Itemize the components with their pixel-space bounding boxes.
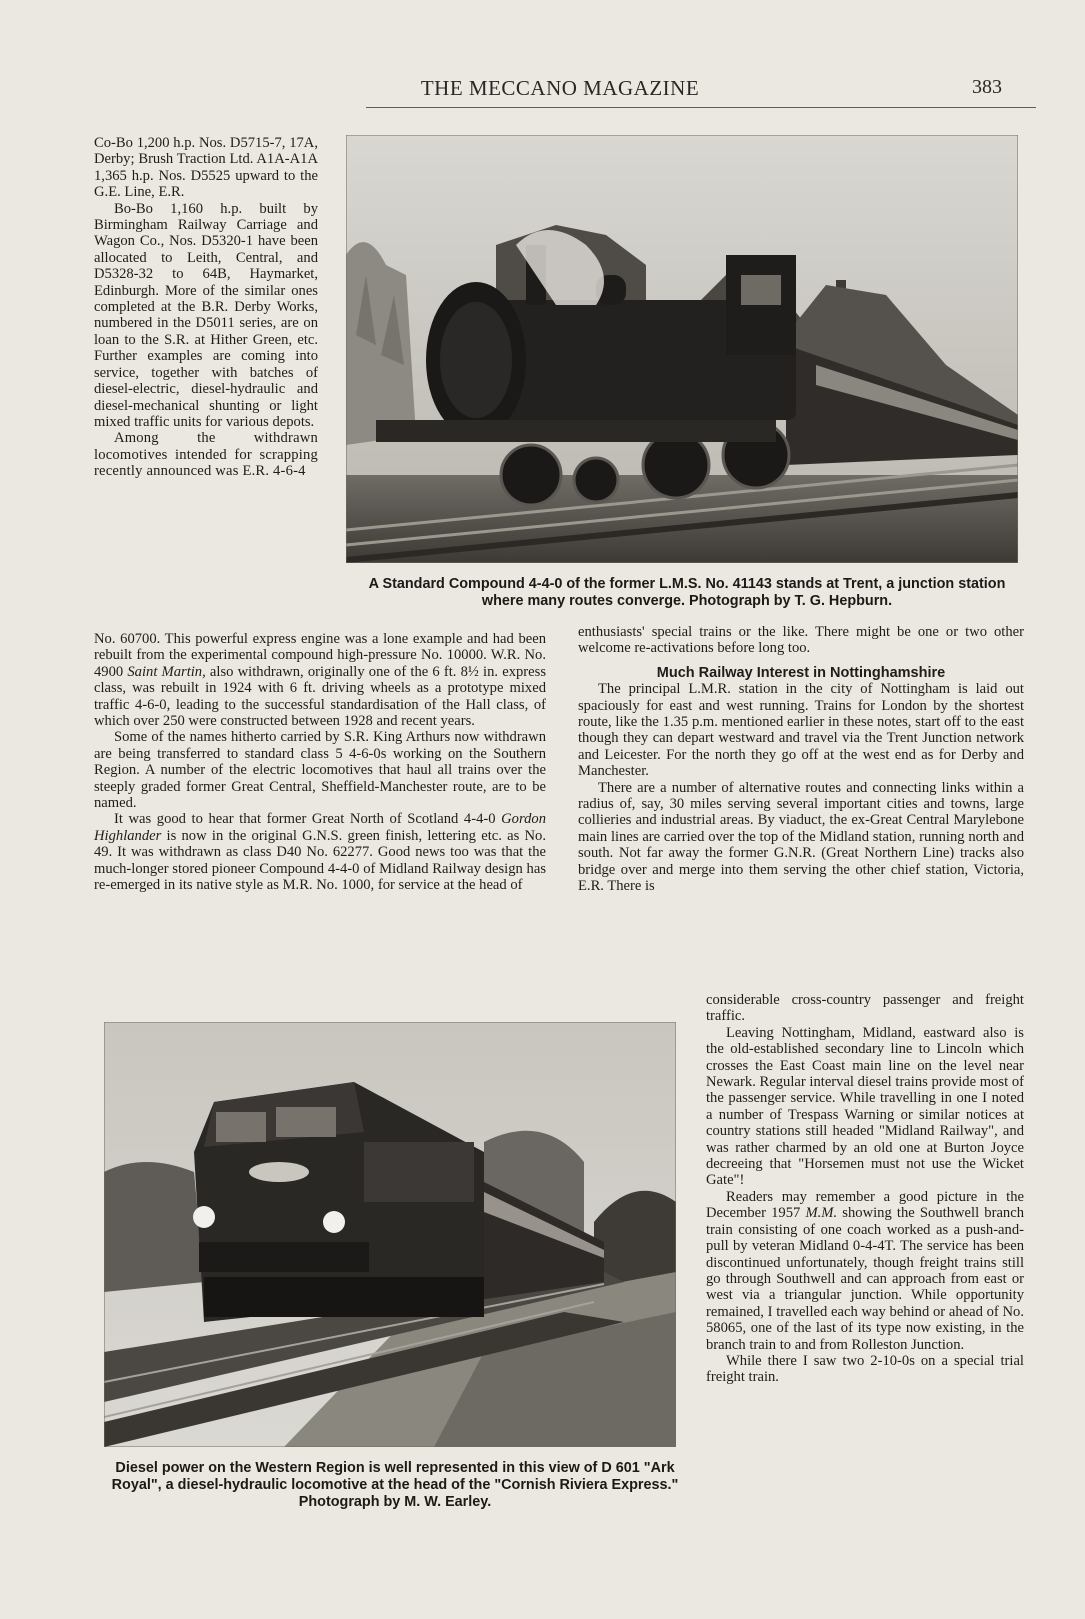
magazine-title: THE MECCANO MAGAZINE xyxy=(420,76,700,100)
column-left-wide xyxy=(94,631,546,894)
paragraph: enthusiasts' special trains or the like. There might be one or two other welcome re-activations before long too. xyxy=(578,624,1024,657)
bottom-photo-caption: Diesel power on the Western Region is well represented in this view of D 601 "Ark Royal", a diesel-hydraulic locomotive at the head of the "Cornish Riviera Express." Photograph by M. W. Earley. xyxy=(111,1460,679,1510)
paragraph: Some of the names hitherto carried by S.R. King Arthurs now withdrawn are being transferred to standard class 5 4-6-0s working on the Southern Region. A number of the electric locomotives that haul all trains over the steeply graded former Great Central, Sheffield-Manchester route, are to be named. xyxy=(94,729,546,812)
column-right-narrow xyxy=(706,992,1024,1386)
diesel-locomotive-photo xyxy=(104,1022,676,1447)
top-photo-caption: A Standard Compound 4-4-0 of the former L.M.S. No. 41143 stands at Trent, a junction station where many routes converge. Photograph by T. G. Hepburn. xyxy=(368,576,1006,609)
paragraph: Co-Bo 1,200 h.p. Nos. D5715-7, 17A, Derby; Brush Traction Ltd. A1A-A1A 1,365 h.p. Nos. D5525 upward to the G.E. Line, E.R. xyxy=(94,135,318,201)
text-span: showing the Southwell branch train consisting of one coach worked as a push-and-pull by veteran Midland 0-4-4T. The service has been discontinued unfortunately, though freight trains still go through Southwell and can approach from east or west via a triangular junction. While opportunity remained, I travelled each way behind or ahead of No. 58065, one of the last of its type now existing, in the branch train to and from Rolleston Junction. xyxy=(706,1205,1024,1353)
italic-name: Gordon Highlander xyxy=(94,811,546,844)
text-span: is now in the original G.N.S. green finish, lettering etc. as No. 49. It was withdrawn as class D40 No. 62277. Good news too was that the much-longer stored pioneer Compound 4-4-0 of Midland Railway design has re-emerged in its native style as M.R. No. 1000, for service at the head of xyxy=(94,827,546,894)
paragraph: considerable cross-country passenger and freight traffic. xyxy=(706,992,1024,1025)
page-number: 383 xyxy=(972,76,1002,98)
italic-name: Saint Martin, xyxy=(127,663,206,680)
paragraph: Bo-Bo 1,160 h.p. built by Birmingham Railway Carriage and Wagon Co., Nos. D5320-1 have been allocated to Leith, Central, and D5328-32 to 64B, Haymarket, Edinburgh. More of the similar ones completed at the B.R. Derby Works, numbered in the D5011 series, are on loan to the S.R. at Hither Green, etc. Further examples are coming into service, together with batches of diesel-electric, diesel-hydraulic and diesel-mechanical shunting or light mixed traffic units for various depots. xyxy=(94,200,318,430)
paragraph: Among the withdrawn locomotives intended for scrapping recently announced was E.R. 4-6-4 xyxy=(94,430,318,480)
section-heading: Much Railway Interest in Nottinghamshire xyxy=(656,664,946,681)
paragraph: There are a number of alternative routes and connecting links within a radius of, say, 30 miles serving several important cities and towns, large collieries and industrial areas. By viaduct, the ex-Great Central Marylebone main lines are carried over the top of the Midland station, running north and south. Not far away the former G.N.R. (Great Northern Line) tracks also bridge over and merge into them serving the other chief station, Victoria, E.R. There is xyxy=(578,779,1024,895)
column-right xyxy=(578,624,1024,895)
photo-diesel-locomotive xyxy=(104,1022,676,1447)
paragraph: While there I saw two 2-10-0s on a special trial freight train. xyxy=(706,1352,1024,1386)
paragraph: Leaving Nottingham, Midland, eastward also is the old-established secondary line to Lincoln which crosses the East Coast main line on the level near Newark. Regular interval diesel trains provide most of the passenger service. While travelling in one I noted a number of Trespass Warning or similar notices at country stations still headed "Midland Railway", and was rather charmed by an old one at Burton Joyce decreeing that "Horsemen must not use the Wicket Gate"! xyxy=(706,1024,1024,1189)
text-span: It was good to hear that former Great North of Scotland 4-4-0 xyxy=(114,811,502,828)
paragraph xyxy=(94,631,546,729)
steam-locomotive-photo xyxy=(346,135,1018,563)
header-rule xyxy=(366,107,1036,108)
italic-name: M.M. xyxy=(805,1205,838,1222)
text-span: Readers may remember a good picture in the December 1957 xyxy=(706,1188,1024,1222)
photo-steam-locomotive xyxy=(346,135,1018,563)
text-span: No. 60700. This powerful express engine was a lone example and had been rebuilt from the experimental compound high-pressure No. 10000. W.R. No. 4900 xyxy=(94,631,546,680)
column-narrow-left xyxy=(94,135,318,480)
text-span: also withdrawn, originally one of the 6 ft. 8½ in. express class, was rebuilt in 1924 with 6 ft. driving wheels as a prototype mixed traffic 4-6-0, leading to the successful standardisation of the Hall class, of which over 250 were constructed between 1928 and recent years. xyxy=(94,663,546,730)
paragraph xyxy=(94,811,546,893)
paragraph xyxy=(706,1189,1024,1353)
paragraph: The principal L.M.R. station in the city of Nottingham is laid out spaciously for east and west running. Trains for London by the shortest route, like the 1.35 p.m. mentioned earlier in these notes, start off to the east though they can depart westward and travel via the Trent Junction network and Leicester. For the north they go off at the west end as for Derby and Manchester. xyxy=(578,681,1024,780)
